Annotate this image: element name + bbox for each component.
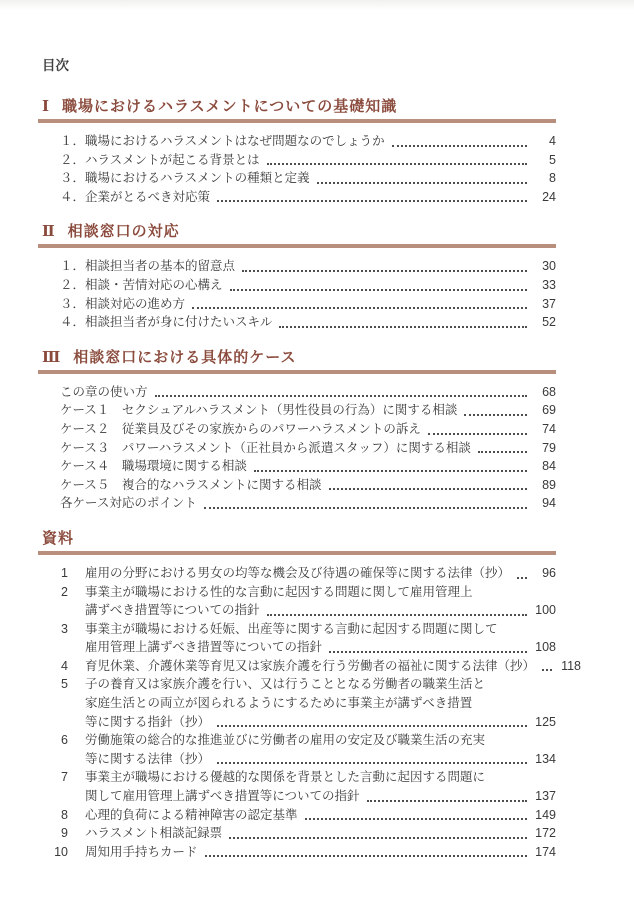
entry-page-number: 118 (561, 658, 582, 673)
section-heading (42, 347, 556, 368)
entry-page-number: 37 (542, 296, 556, 311)
entry-page-number: 4 (549, 134, 556, 148)
entry-label: 関して雇用管理上講ずべき措置等についての指針 (85, 789, 360, 804)
entry-page-number: 134 (535, 751, 556, 766)
entry-label: ケース２ 従業員及びその家族からのパワーハラスメントの訴え (60, 421, 421, 436)
dot-leader (267, 163, 527, 165)
resource-entry (42, 620, 556, 657)
entry-label: ハラスメント相談記録票 (85, 826, 223, 841)
toc-entry (60, 257, 556, 276)
toc-entry (60, 188, 556, 207)
section-case-studies (42, 347, 556, 513)
dot-leader (267, 614, 527, 616)
resource-number: 10 (54, 844, 68, 859)
dot-leader (329, 651, 527, 653)
resource-body (85, 675, 556, 731)
entry-page-number: 96 (542, 565, 557, 580)
entry-label: １．職場におけるハラスメントはなぜ問題なのでしょうか (60, 134, 385, 148)
toc-entry (60, 457, 556, 476)
toc-entry (60, 439, 556, 458)
toc-entry (85, 806, 556, 825)
toc-entry (85, 601, 556, 620)
entry-label: 等に関する指針（抄） (85, 714, 211, 729)
dot-leader (229, 837, 527, 839)
toc-entry (60, 420, 556, 439)
resource-entry (42, 564, 556, 583)
entry-label-line: 事業主が職場における妊娠、出産等に関する言動に起因する問題に関して (85, 621, 498, 636)
resource-body (85, 657, 582, 676)
toc-entry (60, 151, 556, 170)
entry-label: ケース１ セクシュアルハラスメント（男性役員の行為）に関する相談 (60, 403, 458, 418)
section-rule (38, 370, 556, 374)
resource-body (85, 768, 556, 805)
section-numeral: Ⅱ (42, 222, 55, 241)
entry-page-number: 33 (542, 277, 556, 292)
dot-leader (192, 307, 527, 309)
section-heading (42, 96, 556, 117)
entry-label: 周知用手持ちカード (85, 844, 198, 859)
toc-entry (60, 476, 556, 495)
section-resources (42, 528, 582, 862)
resource-body (85, 806, 556, 825)
section-title: 相談窓口における具体的ケース (73, 347, 297, 366)
entry-page-number: 8 (549, 171, 556, 186)
dot-leader (428, 433, 527, 435)
resource-body (85, 824, 556, 843)
dot-leader (155, 395, 527, 397)
entry-label-line: 家庭生活との両立が図られるようにするために事業主が講ずべき措置 (85, 696, 473, 711)
resource-body (85, 731, 556, 768)
dot-leader (217, 725, 527, 727)
resource-number: 4 (61, 658, 68, 673)
entry-page-number: 149 (535, 807, 556, 822)
entry-label: 雇用の分野における男女の均等な機会及び待遇の確保等に関する法律（抄） (85, 565, 511, 580)
dot-leader (517, 577, 527, 579)
resource-number: 3 (61, 621, 68, 636)
section-entries (60, 132, 556, 206)
resource-body (85, 583, 556, 620)
entry-page-number: 174 (535, 844, 556, 859)
entry-label: この章の使い方 (60, 384, 148, 399)
entry-page-number: 84 (542, 459, 556, 474)
section-consultation-desk (42, 221, 556, 331)
entry-label: 育児休業、介護休業等育児又は家族介護を行う労働者の福祉に関する法律（抄） (85, 658, 536, 673)
toc-entry (85, 843, 556, 862)
entry-page-number: 94 (542, 496, 556, 511)
resource-entry (42, 768, 556, 805)
resource-entry (42, 583, 556, 620)
entry-page-number: 108 (535, 640, 556, 655)
resource-number: 1 (61, 565, 68, 580)
dot-leader (542, 669, 552, 671)
dot-leader (217, 762, 527, 764)
toc-entry (85, 657, 582, 676)
entry-label: ４．企業がとるべき対応策 (60, 189, 211, 204)
entry-label: ケース５ 複合的なハラスメントに関する相談 (60, 477, 322, 492)
dot-leader (329, 488, 527, 490)
entry-page-number: 52 (542, 315, 556, 330)
toc-entry (60, 401, 556, 420)
entry-label: ２．相談・苦情対応の心構え (60, 277, 223, 292)
toc-entry (85, 787, 556, 806)
dot-leader (217, 200, 527, 202)
section-entries (42, 564, 582, 862)
entry-page-number: 137 (535, 789, 556, 804)
dot-leader (367, 800, 527, 802)
resource-entry (42, 731, 556, 768)
section-title: 職場におけるハラスメントについての基礎知識 (62, 97, 398, 115)
section-title: 相談窓口の対応 (67, 222, 180, 241)
entry-label: ３．相談対応の進め方 (60, 296, 186, 311)
resource-number: 5 (61, 677, 68, 692)
entry-page-number: 172 (535, 826, 556, 841)
toc-entry (85, 824, 556, 843)
entry-label-line: 労働施策の総合的な推進並びに労働者の雇用の安定及び職業生活の充実 (85, 733, 486, 748)
entry-label: 講ずべき措置等についての指針 (85, 603, 260, 618)
resource-entry (42, 657, 582, 676)
section-title: 資料 (42, 528, 75, 547)
toc-entry (60, 169, 556, 188)
section-heading (42, 221, 556, 242)
dot-leader (305, 818, 527, 820)
toc-entry (60, 295, 556, 314)
entry-label: 等に関する法律（抄） (85, 751, 211, 766)
resource-number: 9 (61, 826, 68, 841)
toc-entry (85, 638, 556, 657)
dot-leader (204, 507, 527, 509)
section-rule (38, 244, 556, 248)
entry-label-line: 事業主が職場における性的な言動に起因する問題に関して雇用管理上 (85, 584, 473, 599)
resource-number: 8 (61, 807, 68, 822)
toc-entry (60, 276, 556, 295)
toc-entry (60, 383, 556, 402)
entry-label: 雇用管理上講ずべき措置等についての指針 (85, 640, 323, 655)
entry-page-number: 100 (535, 603, 556, 618)
dot-leader (478, 451, 527, 453)
entry-label: ２．ハラスメントが起こる背景とは (60, 152, 260, 167)
dot-leader (254, 470, 527, 472)
entry-label: ケース３ パワーハラスメント（正社員から派遣スタッフ）に関する相談 (60, 440, 471, 455)
entry-label: ３．職場におけるハラスメントの種類と定義 (60, 171, 310, 186)
dot-leader (279, 326, 527, 328)
section-heading (42, 528, 556, 549)
dot-leader (392, 145, 527, 147)
entry-label: ケース４ 職場環境に関する相談 (60, 459, 247, 474)
scan-edge-artifact (0, 0, 634, 10)
toc-entry (85, 713, 556, 732)
entry-label: ４．相談担当者が身に付けたいスキル (60, 315, 273, 330)
dot-leader (230, 289, 527, 291)
section-entries (60, 257, 556, 331)
entry-page-number: 24 (542, 189, 556, 204)
resource-number: 7 (61, 770, 68, 785)
section-entries (60, 383, 556, 513)
entry-page-number: 79 (542, 440, 556, 455)
resource-body (85, 620, 556, 657)
entry-page-number: 89 (542, 477, 556, 492)
dot-leader (317, 182, 527, 184)
resource-entry (42, 806, 556, 825)
toc-entry (85, 564, 556, 583)
entry-label: 各ケース対応のポイント (60, 496, 197, 511)
entry-label: １．相談担当者の基本的留意点 (60, 259, 236, 274)
entry-page-number: 69 (542, 403, 556, 418)
page-title: 目次 (42, 58, 69, 73)
section-basics (42, 96, 556, 206)
section-numeral: Ⅲ (42, 347, 61, 366)
resource-entry (42, 824, 556, 843)
toc-entry (60, 494, 556, 513)
section-rule (38, 119, 556, 123)
dot-leader (464, 414, 527, 416)
resource-entry (42, 843, 556, 862)
toc-entry (60, 313, 556, 332)
resource-entry (42, 675, 556, 731)
resource-number: 2 (61, 584, 68, 599)
toc-entry (85, 750, 556, 769)
resource-body (85, 564, 556, 583)
entry-page-number: 30 (542, 259, 556, 274)
dot-leader (205, 855, 527, 857)
entry-label-line: 子の養育又は家族介護を行い、又は行うこととなる労働者の職業生活と (85, 677, 486, 692)
dot-leader (242, 270, 527, 272)
entry-page-number: 68 (542, 384, 556, 399)
entry-label-line: 事業主が職場における優越的な関係を背景とした言動に起因する問題に (85, 770, 486, 785)
entry-label: 心理的負荷による精神障害の認定基準 (85, 807, 298, 822)
section-numeral: Ⅰ (42, 97, 50, 115)
entry-page-number: 125 (535, 714, 556, 729)
resource-number: 6 (61, 733, 68, 748)
toc-entry (60, 132, 556, 151)
resource-body (85, 843, 556, 862)
entry-page-number: 74 (542, 421, 556, 436)
entry-page-number: 5 (549, 152, 556, 167)
section-rule (38, 551, 556, 555)
